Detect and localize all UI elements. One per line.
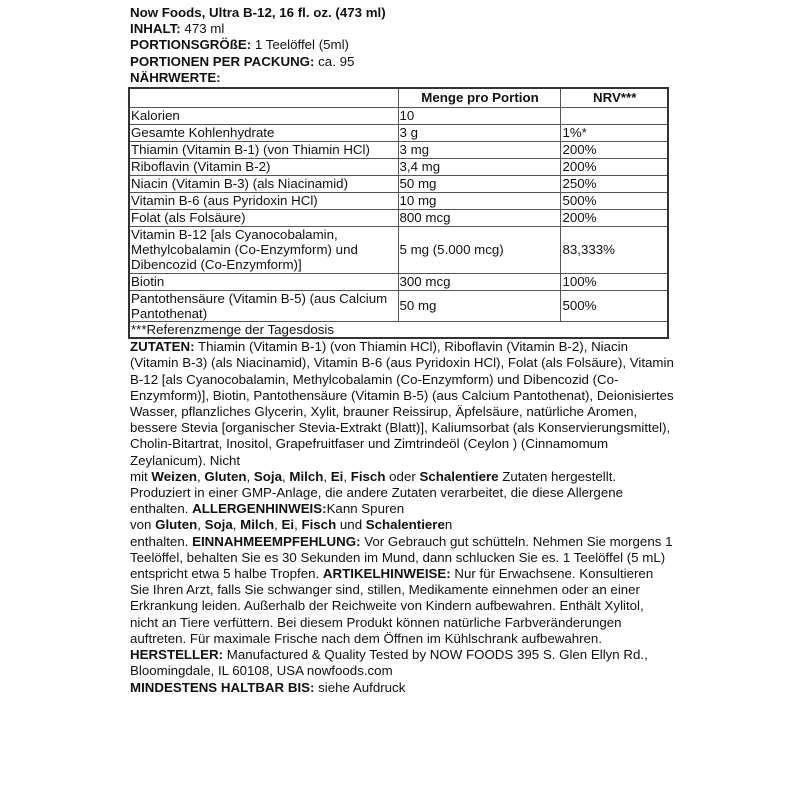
artikel-label: ARTIKELHINWEISE: [322, 566, 451, 582]
table-row [129, 193, 668, 210]
allergen-item: Milch [240, 517, 275, 533]
allergen-item: Weizen [151, 468, 197, 484]
allergen-separator: , [246, 468, 254, 484]
haltbar-paragraph [130, 680, 675, 696]
zutaten-paragraph [130, 339, 675, 647]
hersteller-text: Manufactured & Quality Tested by NOW FOODS 395 S. Glen Ellyn Rd., Bloomingdale, IL 60108, USA nowfoods.com [130, 647, 648, 679]
nutrient-amount-cell: 10 [398, 108, 561, 125]
allergen-item: Ei [330, 468, 344, 484]
allergen-item: Schalentiere [419, 468, 499, 484]
nutrient-nrv-cell: 500% [561, 290, 668, 321]
nutrient-amount-cell: 5 mg (5.000 mcg) [398, 227, 561, 274]
table-row [129, 125, 668, 142]
nutrient-amount-cell: 50 mg [398, 176, 561, 193]
inhalt-label: INHALT: [130, 21, 181, 37]
zutaten-text: Thiamin (Vitamin B-1) (von Thiamin HCl), Riboflavin (Vitamin B-2), Niacin (Vitamin B-3) (als Niacinamid), Vitamin B-6 (aus Pyridoxin HCl), Folat (als Folsäure), Vitamin B-12 [als Cyanocobalamin, Methylcobalamin (Co-Enzymform) und Dibencozid (Co-Enzymform)], Biotin, Pantothensäure (Vitamin B-5) (aus Calcium Pantothenat), Deionisiertes Wasser, pflanzliches Glycerin, Xylit, brauner Reissirup, Äpfelsäure, natürliche Aromen, bessere Stevia [organischer Stevia-Extrakt (Blatt)], Kaliumsorbat (als Konservierungsmittel), Cholin-Bitartrat, Inositol, Grapefruitfaser und Zimtrindeöl (Ceylon ) (Cinnamomum Zeylanicum). Nicht [130, 339, 674, 468]
nutrient-nrv-cell: 200% [561, 142, 668, 159]
table-row [129, 210, 668, 227]
nutrient-nrv-cell: 1%* [561, 125, 668, 142]
inhalt-line [130, 21, 675, 37]
table-row [129, 108, 668, 125]
table-row [129, 227, 668, 274]
allergen-item: Schalentiere [365, 517, 445, 533]
portion-value: 1 Teelöffel (5ml) [254, 37, 349, 53]
table-row [129, 290, 668, 321]
header-cell-nrv: NRV*** [561, 88, 668, 108]
nutrient-amount-cell: 10 mg [398, 193, 561, 210]
hersteller-label: HERSTELLER: [130, 647, 224, 663]
table-footnote-row [129, 322, 668, 339]
inhalt-value: 473 ml [184, 21, 225, 37]
nutrient-name-cell: Kalorien [129, 108, 398, 125]
allergen-separator: , [323, 468, 331, 484]
table-row [129, 142, 668, 159]
allergen-separator: , [232, 517, 241, 533]
nutrient-name-cell: Vitamin B-12 [als Cyanocobalamin, Methylcobalamin (Co-Enzymform) und Dibencozid (Co-Enzymform)] [129, 227, 398, 274]
allergenhinweis-text: Kann Spuren [326, 501, 405, 517]
nutrient-nrv-cell: 100% [561, 273, 668, 290]
nutrient-nrv-cell: 500% [561, 193, 668, 210]
haltbar-text: siehe Aufdruck [314, 679, 406, 695]
haltbar-label: MINDESTENS HALTBAR BIS: [130, 679, 315, 695]
allergen-free-suffix: Zutaten hergestellt. Produziert in einer GMP-Anlage, die andere Zutaten verarbeitet, die diese Allergene enthalten. [130, 468, 624, 517]
portionen-line [130, 54, 675, 70]
hersteller-paragraph [130, 647, 675, 679]
allergenhinweis-label: ALLERGENHINWEIS: [192, 501, 327, 517]
allergen-item: Gluten [155, 517, 198, 533]
nutrient-nrv-cell: 200% [561, 159, 668, 176]
allergen-separator: , [343, 468, 351, 484]
allergen-item: Fisch [301, 517, 337, 533]
nutrient-name-cell: Vitamin B-6 (aus Pyridoxin HCl) [129, 193, 398, 210]
zutaten-label: ZUTATEN: [130, 339, 195, 355]
product-title: Now Foods, Ultra B-12, 16 fl. oz. (473 ml) [130, 5, 386, 20]
allergen-item: Fisch [350, 468, 386, 484]
nutrient-nrv-cell [561, 108, 668, 125]
nutrient-name-cell: Folat (als Folsäure) [129, 210, 398, 227]
allergen-traces-suffix: enthalten. [130, 533, 193, 549]
header-cell-name [129, 88, 398, 108]
nutrient-name-cell: Pantothensäure (Vitamin B-5) (aus Calcium Pantothenat) [129, 290, 398, 321]
naehrwerte-heading: NÄHRWERTE: [130, 69, 221, 85]
artikel-text: Nur für Erwachsene. Konsultieren Sie Ihren Arzt, falls Sie schwanger sind, stillen, Medikamente einnehmen oder an einer Erkrankung leiden. Außerhalb der Reichweite von Kindern aufbewahren. Enthält Xylitol, nicht an Tiere verfüttern. Bei diesem Produkt können natürliche Farbveränderungen auftreten. Für maximale Frische nach dem Öffnen im Kühlschrank aufbewahren. [130, 566, 654, 646]
allergen-traces-statement [130, 517, 452, 532]
allergen-separator: , [281, 468, 290, 484]
nutrient-amount-cell: 300 mcg [398, 273, 561, 290]
allergen-separator: oder [385, 468, 420, 484]
header-cell-amount: Menge pro Portion [398, 88, 561, 108]
nutrient-name-cell: Biotin [129, 273, 398, 290]
table-row [129, 273, 668, 290]
portion-label: PORTIONSGRÖßE: [130, 37, 252, 53]
nutrient-amount-cell: 50 mg [398, 290, 561, 321]
allergen-separator: und [336, 517, 366, 533]
nutrient-nrv-cell: 200% [561, 210, 668, 227]
allergen-item: Soja [204, 517, 233, 533]
product-label-document [130, 5, 675, 696]
nutrient-amount-cell: 3,4 mg [398, 159, 561, 176]
table-footnote: ***Referenzmenge der Tagesdosis [129, 322, 668, 339]
allergen-prefix: mit [130, 468, 152, 484]
table-row [129, 159, 668, 176]
nutrient-name-cell: Niacin (Vitamin B-3) (als Niacinamid) [129, 176, 398, 193]
allergen-item: Soja [253, 468, 282, 484]
nutrient-amount-cell: 3 g [398, 125, 561, 142]
einnahme-text: Vor Gebrauch gut schütteln. Nehmen Sie morgens 1 Teelöffel, behalten Sie es 30 Sekunden im Mund, dann schlucken Sie es. 1 Teelöffel (5 mL) entspricht etwa 5 halbe Tropfen. [130, 533, 673, 582]
nutrient-nrv-cell: 83,333% [561, 227, 668, 274]
portionen-value: ca. 95 [318, 53, 355, 69]
nutrient-name-cell: Riboflavin (Vitamin B-2) [129, 159, 398, 176]
table-row [129, 176, 668, 193]
table-header-row [129, 88, 668, 108]
allergen-separator: , [197, 468, 205, 484]
portionen-label: PORTIONEN PER PACKUNG: [130, 53, 315, 69]
nutrient-nrv-cell: 250% [561, 176, 668, 193]
portion-line [130, 37, 675, 53]
allergen-separator: , [197, 517, 205, 533]
nutrient-amount-cell: 3 mg [398, 142, 561, 159]
allergen-item: Milch [289, 468, 324, 484]
allergen-separator: , [274, 517, 282, 533]
allergen-separator: , [294, 517, 302, 533]
nutrient-name-cell: Thiamin (Vitamin B-1) (von Thiamin HCl) [129, 142, 398, 159]
allergen-item: Gluten [204, 468, 247, 484]
nutrition-table [128, 87, 669, 339]
einnahme-label: EINNAHMEEMPFEHLUNG: [192, 533, 361, 549]
allergen-item: Ei [281, 517, 295, 533]
allergen-item-tail: n [444, 517, 453, 533]
nutrient-amount-cell: 800 mcg [398, 210, 561, 227]
nutrient-name-cell: Gesamte Kohlenhydrate [129, 125, 398, 142]
allergen-prefix: von [130, 517, 156, 533]
